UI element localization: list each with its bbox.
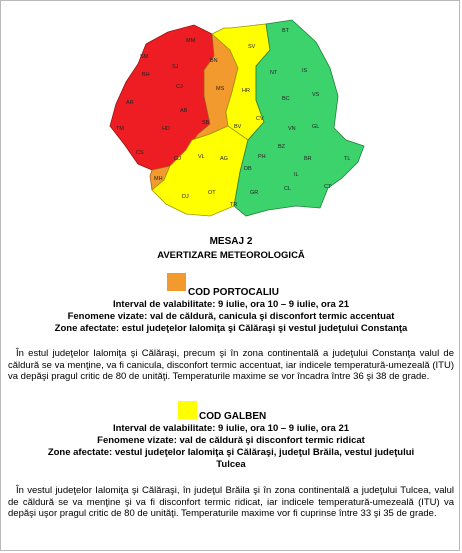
map-label-vn: VN bbox=[288, 126, 296, 132]
map-label-mm: MM bbox=[186, 38, 196, 44]
map-label-sb: SB bbox=[202, 120, 210, 126]
map-label-ct: CT bbox=[324, 184, 332, 190]
map-label-bh: BH bbox=[142, 72, 150, 78]
orange-code-swatch bbox=[167, 273, 186, 291]
orange-phenomena: Fenomene vizate: val de căldură, canicula şi disconfort termic accentuat bbox=[67, 311, 395, 322]
yellow-code-label: COD GALBEN bbox=[199, 411, 267, 422]
map-label-gj: GJ bbox=[174, 156, 182, 162]
map-label-bz: BZ bbox=[278, 144, 286, 150]
yellow-phenomena: Fenomene vizate: val de căldură şi disconfort termic ridicat bbox=[97, 435, 365, 446]
map-label-bt: BT bbox=[282, 28, 290, 34]
map-label-cs: CS bbox=[136, 150, 144, 156]
map-label-ar: AR bbox=[126, 100, 134, 106]
map-label-ph: PH bbox=[258, 154, 266, 160]
map-label-bv: BV bbox=[234, 124, 242, 130]
map-label-ab: AB bbox=[180, 108, 188, 114]
map-label-vl: VL bbox=[198, 154, 205, 160]
orange-code-label: COD PORTOCALIU bbox=[188, 287, 279, 298]
map-label-gl: GL bbox=[312, 124, 320, 130]
map-label-vs: VS bbox=[312, 92, 320, 98]
map-label-ag: AG bbox=[220, 156, 228, 162]
map-label-il: IL bbox=[294, 172, 299, 178]
orange-interval: Interval de valabilitate: 9 iulie, ora 10 – 9 iulie, ora 21 bbox=[112, 299, 350, 310]
orange-zones: Zone afectate: estul judeţelor Ialomiţa şi Călăraşi şi vestul judeţului Constanţa bbox=[54, 323, 408, 334]
map-label-db: DB bbox=[244, 166, 252, 172]
map-label-sv: SV bbox=[248, 44, 256, 50]
map-label-tr: TR bbox=[230, 202, 238, 208]
map-label-cj: CJ bbox=[176, 84, 183, 90]
yellow-description: În vestul judeţelor Ialomiţa şi Călăraşi, în judeţul Brăila şi în zona continentală a judeţului Tulcea, valul de căldură se va menţine şi va fi disconfort termic ridicat, iar indicele temperatură-umezeală (ITU) va depăşi uşor pragul critic de 80 de unităţi. Temperaturile maxime vor fi cuprinse între 33 şi 35 de grade. bbox=[8, 485, 454, 519]
map-label-bn: BN bbox=[210, 58, 218, 64]
map-label-mh: MH bbox=[154, 176, 163, 182]
map-label-ms: MS bbox=[216, 86, 225, 92]
map-label-hd: HD bbox=[162, 126, 170, 132]
yellow-code-swatch bbox=[178, 401, 197, 419]
message-title: MESAJ 2 bbox=[209, 236, 253, 247]
map-label-cl: CL bbox=[284, 186, 292, 192]
map-label-bc: BC bbox=[282, 96, 290, 102]
message-subtitle: AVERTIZARE METEOROLOGICĂ bbox=[157, 250, 305, 261]
map-label-ot: OT bbox=[208, 190, 216, 196]
map-label-dj: DJ bbox=[182, 194, 189, 200]
map-label-is: IS bbox=[302, 68, 308, 74]
map-label-br: BR bbox=[304, 156, 312, 162]
yellow-zones-line2: Tulcea bbox=[216, 459, 246, 470]
map-label-tm: TM bbox=[116, 126, 124, 132]
map-label-cv: CV bbox=[256, 116, 264, 122]
map-label-tl: TL bbox=[344, 156, 351, 162]
map-label-nt: NT bbox=[270, 70, 278, 76]
romania-warning-map bbox=[106, 10, 370, 226]
map-label-sj: SJ bbox=[172, 64, 179, 70]
map-label-gr: GR bbox=[250, 190, 259, 196]
yellow-zones-line1: Zone afectate: vestul judeţelor Ialomiţa şi Călăraşi, judeţul Brăila, vestul judeţului bbox=[47, 447, 415, 458]
map-label-hr: HR bbox=[242, 88, 250, 94]
yellow-interval: Interval de valabilitate: 9 iulie, ora 10 – 9 iulie, ora 21 bbox=[112, 423, 350, 434]
map-label-sm: SM bbox=[140, 54, 149, 60]
orange-description: În estul judeţelor Ialomiţa şi Călăraşi, precum şi în zona continentală a judeţului Constanţa valul de căldură se va menţine, va fi canicula, disconfort termic accentuat, iar indicele temperatură-umezeală (ITU) va depăşi pragul critic de 80 de unităţi. Temperaturile maxime se vor încadra între 36 şi 38 de grade. bbox=[8, 348, 454, 382]
